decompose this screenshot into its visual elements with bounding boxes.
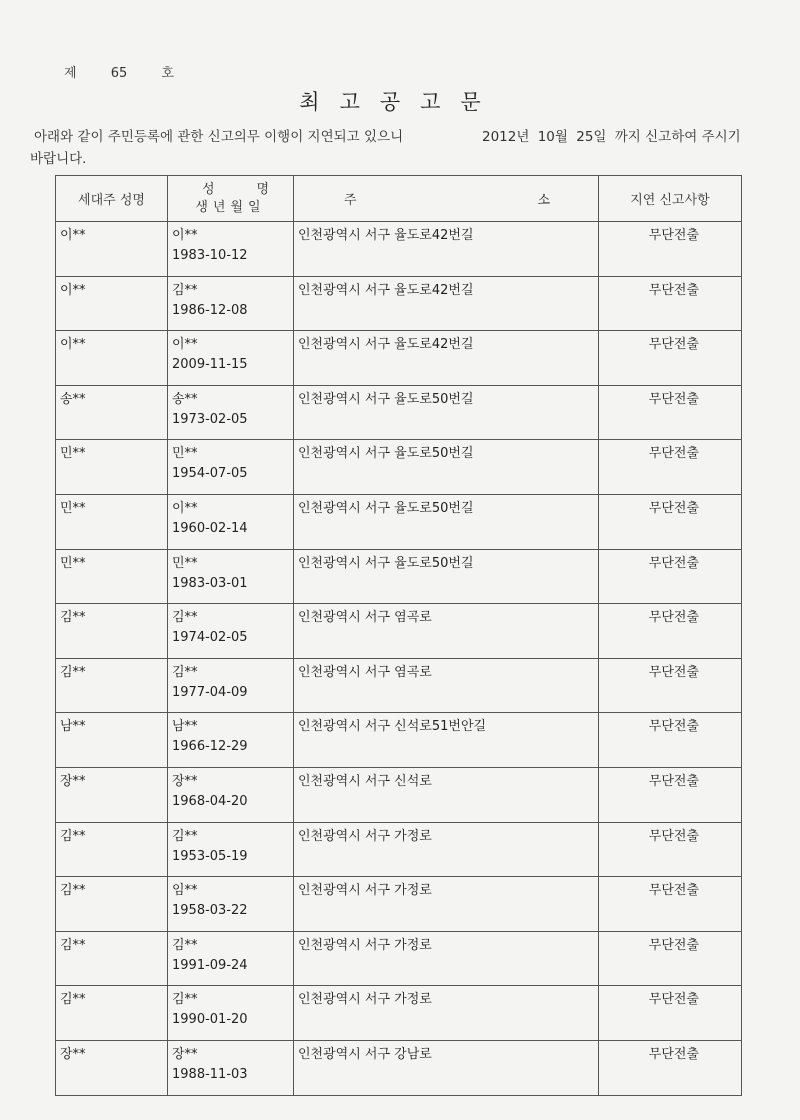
householder-name: 김**: [60, 664, 86, 680]
address-text: 인천광역시 서구 강남로: [298, 1046, 432, 1062]
member-cell: [168, 767, 294, 822]
householder-cell: [56, 385, 168, 440]
member-name: 이**: [172, 228, 198, 243]
header-address: [294, 176, 599, 222]
roster-table: [55, 175, 742, 1096]
notice-number: [64, 62, 174, 81]
status-cell: [599, 713, 742, 768]
status-cell: [599, 931, 742, 986]
address-text: 인천광역시 서구 율도로42번길: [298, 282, 474, 298]
status-text: 무단전출: [648, 391, 699, 407]
status-text: 무단전출: [648, 773, 699, 789]
householder-name: 이**: [60, 282, 86, 298]
deadline: [482, 126, 745, 148]
member-cell: [168, 604, 294, 659]
notice-number-value: 65: [110, 66, 128, 81]
member-cell: [168, 713, 294, 768]
status-text: 무단전출: [648, 610, 699, 626]
householder-name: 김**: [60, 828, 86, 844]
address-cell: [294, 494, 599, 549]
address-cell: [294, 276, 599, 331]
member-name: 김**: [172, 992, 198, 1008]
householder-name: 이**: [60, 337, 86, 353]
householder-cell: [56, 986, 168, 1041]
member-birthdate: 1988-11-03: [172, 1066, 248, 1082]
address-cell: [294, 822, 599, 877]
member-cell: [168, 986, 294, 1041]
member-name: 김**: [172, 282, 198, 298]
member-name: 민**: [172, 555, 198, 571]
status-cell: [599, 767, 742, 822]
householder-cell: [56, 222, 168, 277]
status-cell: [599, 494, 742, 549]
table-row: [56, 276, 742, 331]
status-cell: [599, 385, 742, 440]
member-birthdate: 1974-02-05: [172, 630, 248, 646]
header-name-a: 성: [202, 181, 215, 197]
status-cell: [599, 658, 742, 713]
status-text: 무단전출: [648, 446, 699, 462]
householder-cell: [56, 331, 168, 386]
address-cell: [294, 604, 599, 659]
address-text: 인천광역시 서구 율도로50번길: [298, 500, 474, 516]
status-text: 무단전출: [648, 828, 699, 844]
member-cell: [168, 822, 294, 877]
intro-text: [30, 126, 770, 167]
member-birthdate: 1954-07-05: [172, 466, 248, 482]
address-text: 인천광역시 서구 가정로: [298, 992, 432, 1008]
householder-cell: [56, 658, 168, 713]
table-row: [56, 767, 742, 822]
table-row: [56, 931, 742, 986]
status-cell: [599, 986, 742, 1041]
householder-cell: [56, 713, 168, 768]
address-cell: [294, 1040, 599, 1095]
member-name: 김**: [172, 828, 198, 844]
header-name-birth: [168, 176, 294, 222]
status-cell: [599, 331, 742, 386]
address-cell: [294, 385, 599, 440]
status-text: 무단전출: [648, 282, 699, 298]
member-name: 송**: [172, 391, 198, 407]
deadline-day: 25일: [576, 129, 607, 145]
householder-name: 이**: [60, 228, 86, 243]
member-name: 김**: [172, 664, 198, 680]
deadline-month: 10월: [537, 129, 568, 145]
member-name: 남**: [172, 719, 198, 735]
member-cell: [168, 494, 294, 549]
member-birthdate: 1986-12-08: [172, 302, 248, 318]
member-birthdate: 1966-12-29: [172, 739, 248, 755]
status-text: 무단전출: [648, 719, 699, 735]
member-name: 민**: [172, 446, 198, 462]
member-cell: [168, 385, 294, 440]
member-name: 김**: [172, 610, 198, 626]
address-cell: [294, 549, 599, 604]
table-row: [56, 604, 742, 659]
status-text: 무단전출: [648, 992, 699, 1008]
table-row: [56, 986, 742, 1041]
member-name: 이**: [172, 337, 198, 353]
member-cell: [168, 276, 294, 331]
status-text: 무단전출: [648, 664, 699, 680]
member-name: 임**: [172, 883, 198, 899]
address-text: 인천광역시 서구 가정로: [298, 937, 432, 953]
member-birthdate: 1991-09-24: [172, 957, 248, 973]
table-header-row: [56, 176, 742, 222]
member-birthdate: 1983-03-01: [172, 575, 248, 591]
address-cell: [294, 931, 599, 986]
deadline-year: 2012년: [482, 129, 530, 145]
member-birthdate: 1973-02-05: [172, 411, 248, 427]
intro-lead: 아래와 같이 주민등록에 관한 신고의무 이행이 지연되고 있으니: [34, 129, 404, 145]
householder-cell: [56, 1040, 168, 1095]
table-row: [56, 822, 742, 877]
address-text: 인천광역시 서구 염곡로: [298, 610, 432, 626]
member-name: 장**: [172, 1046, 198, 1062]
member-name: 김**: [172, 937, 198, 953]
table-row: [56, 713, 742, 768]
member-cell: [168, 549, 294, 604]
householder-cell: [56, 822, 168, 877]
householder-name: 송**: [60, 391, 86, 407]
householder-name: 김**: [60, 937, 86, 953]
address-text: 인천광역시 서구 가정로: [298, 883, 432, 899]
address-text: 인천광역시 서구 율도로50번길: [298, 391, 474, 407]
status-text: 무단전출: [648, 937, 699, 953]
householder-name: 민**: [60, 446, 86, 462]
table-row: [56, 877, 742, 932]
status-text: 무단전출: [648, 883, 699, 899]
status-cell: [599, 549, 742, 604]
member-cell: [168, 222, 294, 277]
address-text: 인천광역시 서구 신석로51번안길: [298, 719, 487, 735]
householder-cell: [56, 549, 168, 604]
householder-name: 장**: [60, 1046, 86, 1062]
status-cell: [599, 440, 742, 495]
status-cell: [599, 276, 742, 331]
status-text: 무단전출: [648, 500, 699, 516]
address-text: 인천광역시 서구 가정로: [298, 828, 432, 844]
header-addr-a: 주: [344, 193, 357, 208]
table-row: [56, 385, 742, 440]
status-text: 무단전출: [648, 228, 699, 243]
address-cell: [294, 440, 599, 495]
householder-name: 남**: [60, 719, 86, 735]
member-cell: [168, 658, 294, 713]
householder-name: 김**: [60, 883, 86, 899]
address-text: 인천광역시 서구 율도로50번길: [298, 446, 474, 462]
householder-name: 민**: [60, 555, 86, 571]
member-birthdate: 1960-02-14: [172, 520, 248, 536]
householder-name: 민**: [60, 500, 86, 516]
header-name-b: 명: [256, 181, 269, 197]
header-addr-b: 소: [537, 193, 550, 208]
member-cell: [168, 877, 294, 932]
header-status: 지연 신고사항: [599, 176, 742, 222]
table-row: [56, 440, 742, 495]
table-row: [56, 222, 742, 277]
roster-body: [56, 222, 742, 1096]
table-row: [56, 494, 742, 549]
address-cell: [294, 986, 599, 1041]
member-cell: [168, 1040, 294, 1095]
householder-name: 김**: [60, 610, 86, 626]
householder-cell: [56, 440, 168, 495]
table-row: [56, 1040, 742, 1095]
address-cell: [294, 767, 599, 822]
address-text: 인천광역시 서구 율도로50번길: [298, 555, 474, 571]
member-cell: [168, 931, 294, 986]
member-birthdate: 1990-01-20: [172, 1012, 248, 1028]
header-householder: 세대주 성명: [56, 176, 168, 222]
householder-name: 장**: [60, 773, 86, 789]
status-cell: [599, 1040, 742, 1095]
status-cell: [599, 877, 742, 932]
member-cell: [168, 331, 294, 386]
notice-suffix: 호: [161, 66, 174, 81]
status-cell: [599, 822, 742, 877]
deadline-until: 까지 신고하여 주시기: [614, 129, 741, 145]
address-cell: [294, 877, 599, 932]
member-birthdate: 1958-03-22: [172, 903, 248, 919]
status-text: 무단전출: [648, 555, 699, 571]
member-name: 이**: [172, 500, 198, 516]
householder-cell: [56, 931, 168, 986]
notice-prefix: 제: [64, 66, 77, 81]
intro-line2: 바랍니다.: [30, 151, 87, 167]
householder-cell: [56, 877, 168, 932]
header-birth: 생년월일: [195, 199, 266, 215]
page-title: 최고공고문: [299, 90, 501, 114]
table-row: [56, 331, 742, 386]
member-birthdate: 2009-11-15: [172, 357, 248, 373]
status-cell: [599, 604, 742, 659]
householder-cell: [56, 767, 168, 822]
member-birthdate: 1983-10-12: [172, 248, 248, 263]
status-text: 무단전출: [648, 337, 699, 353]
householder-cell: [56, 604, 168, 659]
status-text: 무단전출: [648, 1046, 699, 1062]
address-cell: [294, 713, 599, 768]
householder-cell: [56, 494, 168, 549]
member-birthdate: 1968-04-20: [172, 793, 248, 809]
table-row: [56, 658, 742, 713]
member-cell: [168, 440, 294, 495]
address-text: 인천광역시 서구 율도로42번길: [298, 337, 474, 353]
address-text: 인천광역시 서구 신석로: [298, 773, 432, 789]
address-cell: [294, 331, 599, 386]
address-cell: [294, 658, 599, 713]
address-text: 인천광역시 서구 염곡로: [298, 664, 432, 680]
member-name: 장**: [172, 773, 198, 789]
householder-cell: [56, 276, 168, 331]
status-cell: [599, 222, 742, 277]
table-row: [56, 549, 742, 604]
address-text: 인천광역시 서구 율도로42번길: [298, 228, 474, 243]
member-birthdate: 1953-05-19: [172, 848, 248, 864]
address-cell: [294, 222, 599, 277]
householder-name: 김**: [60, 992, 86, 1008]
member-birthdate: 1977-04-09: [172, 684, 248, 700]
